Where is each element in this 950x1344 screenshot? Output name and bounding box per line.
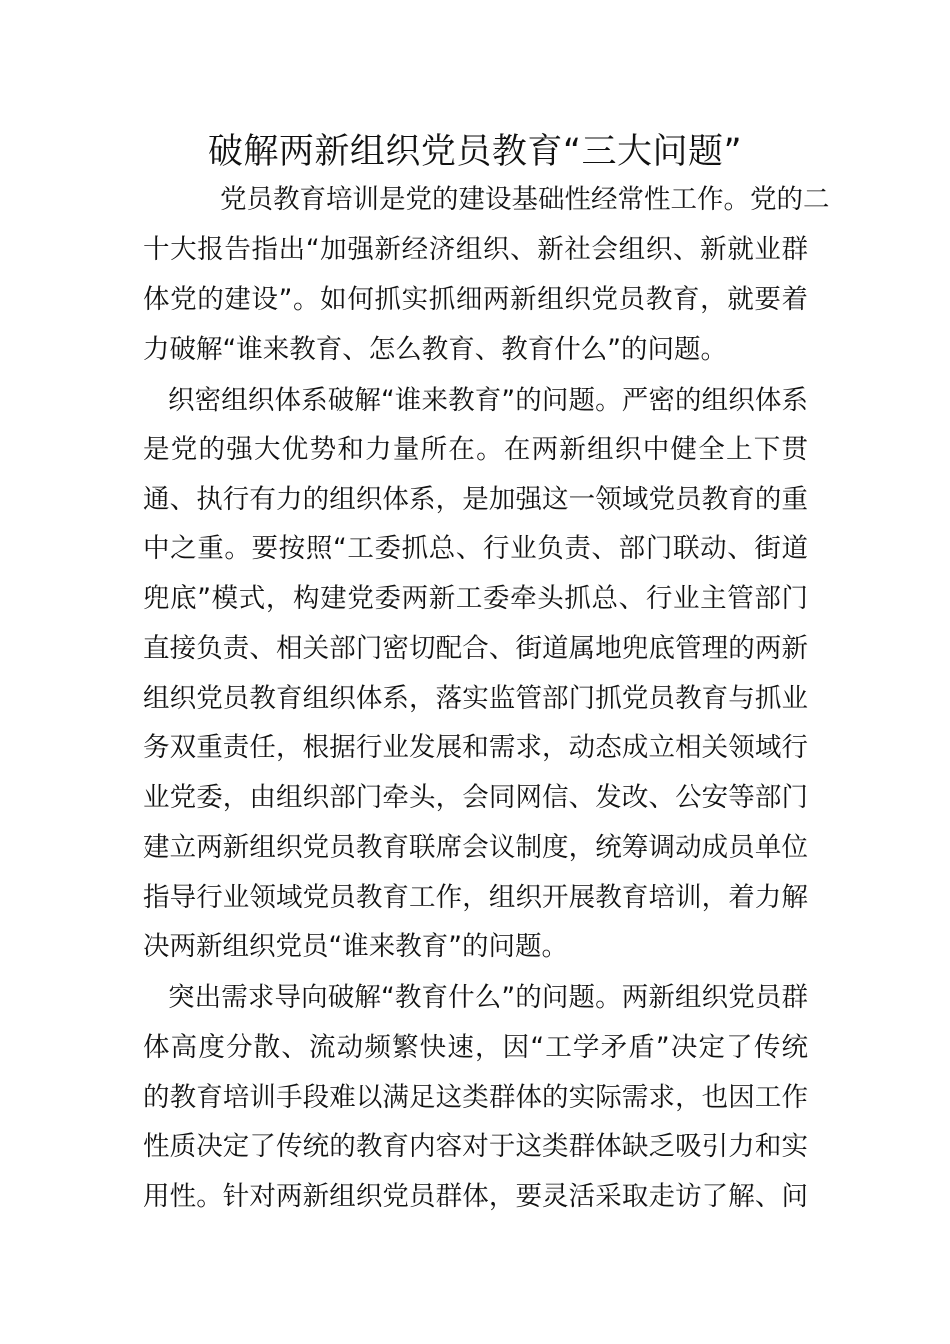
paragraph-line: 是党的强大优势和力量所在。在两新组织中健全上下贯 (143, 434, 808, 465)
paragraph-line: 建立两新组织党员教育联席会议制度，统筹调动成员单位 (143, 832, 808, 863)
paragraph-line: 十大报告指出“加强新经济组织、新社会组织、新就业群 (143, 234, 808, 265)
paragraph-line: 指导行业领域党员教育工作，组织开展教育培训，着力解 (143, 882, 808, 913)
paragraph-line: 党员教育培训是党的建设基础性经常性工作。党的二 (220, 184, 830, 215)
paragraph-line: 用性。针对两新组织党员群体，要灵活采取走访了解、问 (143, 1181, 808, 1212)
paragraph-line: 组织党员教育组织体系，落实监管部门抓党员教育与抓业 (143, 683, 808, 714)
paragraph-line: 直接负责、相关部门密切配合、街道属地兜底管理的两新 (143, 633, 808, 664)
paragraph-line: 务双重责任，根据行业发展和需求，动态成立相关领域行 (143, 732, 808, 763)
paragraph-line: 体高度分散、流动频繁快速，因“工学矛盾”决定了传统 (143, 1032, 808, 1063)
paragraph-line: 通、执行有力的组织体系，是加强这一领域党员教育的重 (143, 484, 808, 515)
paragraph-line: 中之重。要按照“工委抓总、行业负责、部门联动、街道 (143, 533, 808, 564)
paragraph-line: 性质决定了传统的教育内容对于这类群体缺乏吸引力和实 (143, 1131, 808, 1162)
paragraph-line: 体党的建设”。如何抓实抓细两新组织党员教育，就要着 (143, 284, 808, 315)
paragraph-line: 决两新组织党员“谁来教育”的问题。 (143, 931, 568, 962)
paragraph-line: 兜底”模式，构建党委两新工委牵头抓总、行业主管部门 (143, 583, 808, 614)
paragraph-line: 力破解“谁来教育、怎么教育、教育什么”的问题。 (143, 334, 727, 365)
document-title: 破解两新组织党员教育“三大问题” (207, 132, 743, 172)
paragraph-line: 突出需求导向破解“教育什么”的问题。两新组织党员群 (168, 982, 808, 1013)
paragraph-line: 织密组织体系破解“谁来教育”的问题。严密的组织体系 (168, 385, 808, 416)
paragraph-line: 的教育培训手段难以满足这类群体的实际需求，也因工作 (143, 1082, 808, 1113)
paragraph-line: 业党委，由组织部门牵头，会同网信、发改、公安等部门 (143, 782, 808, 813)
